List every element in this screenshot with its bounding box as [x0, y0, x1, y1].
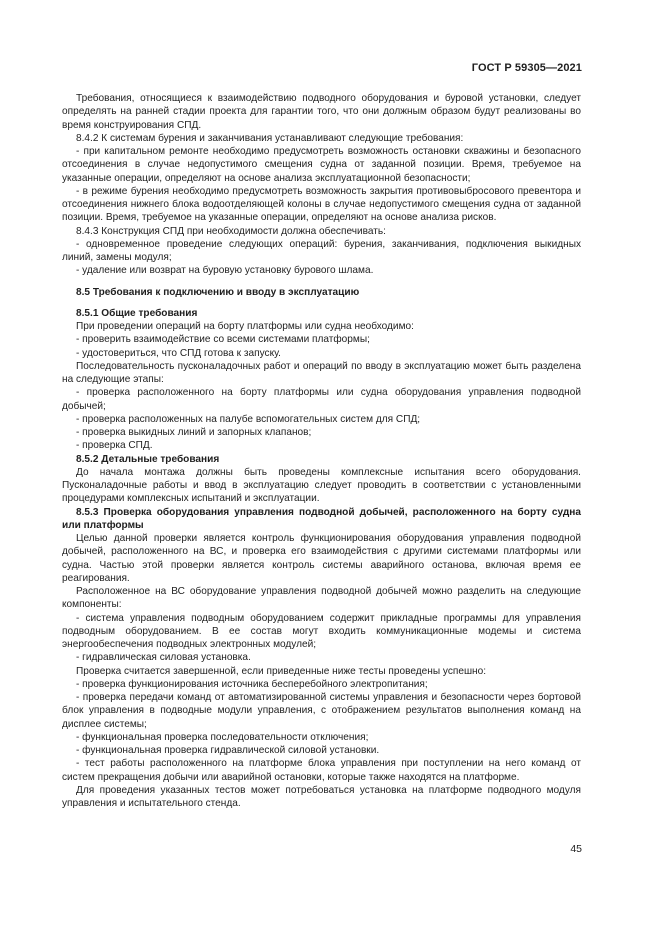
list-item: - система управления подводным оборудованием содержит прикладные программы для управления подводным оборудованием. В ее состав могут входить коммуникационные модемы и система энергообеспечения подводных электронных модулей;: [62, 612, 581, 650]
list-item: - тест работы расположенного на платформе блока управления при поступлении на него команд от систем прекращения добычи или аварийной остановки, которые также находятся на платформе.: [62, 758, 581, 783]
list-item: - в режиме бурения необходимо предусмотреть возможность закрытия противовыбросового превентора и отсоединения нижнего блока водоотделяющей колоны в случае недопустимого смещения судна от заданной позиции. Время, требуемое на указанные операции, определяют на основе анализа рисков.: [62, 185, 581, 224]
list-item: - проверка выкидных линий и запорных клапанов;: [76, 427, 312, 438]
list-item: - функциональная проверка последовательности отключения;: [76, 731, 369, 743]
list-item: - проверка расположенных на палубе вспомогательных систем для СПД;: [76, 413, 421, 425]
list-item: - функциональная проверка гидравлической силовой установки.: [76, 745, 380, 756]
subsection-heading: 8.5.3 Проверка оборудования управления подводной добычей, расположенного на борту судна или платформы: [62, 506, 581, 531]
paragraph: 8.4.3 Конструкция СПД при необходимости должна обеспечивать:: [76, 225, 386, 237]
paragraph: Расположенное на ВС оборудование управления подводной добычей можно разделить на следующие компоненты:: [62, 586, 581, 611]
list-item: - одновременное проведение следующих операций: бурения, заканчивания, подключения выкидных линий, замены модуля;: [62, 238, 581, 263]
subsection-heading: 8.5.2 Детальные требования: [76, 453, 220, 465]
list-item: - удостовериться, что СПД готова к запуску.: [76, 347, 281, 359]
list-item: - проверка расположенного на борту платформы или судна оборудования управления подводной добычей;: [62, 387, 581, 412]
subsection-heading: 8.5.1 Общие требования: [76, 307, 198, 319]
paragraph: При проведении операций на борту платформы или судна необходимо:: [76, 321, 414, 332]
list-item: - проверка СПД.: [76, 440, 153, 452]
document-body: [62, 92, 581, 810]
paragraph: Целью данной проверки является контроль функционирования оборудования управления подводной добычей, расположенного на ВС, и проверка его взаимодействия с другими системами платформы или судна. Частью этой проверки является контроль системы аварийного останова, включая время ее реагирования.: [62, 533, 581, 584]
paragraph: Требования, относящиеся к взаимодействию подводного оборудования и буровой установки, следует определять на ранней стадии проекта для гарантии того, что они должным образом будут реализованы во время конструирования СПД.: [62, 93, 581, 131]
page-number: 45: [570, 843, 582, 855]
paragraph: Последовательность пусконаладочных работ и операций по вводу в эксплуатацию может быть разделена на следующие этапы:: [62, 360, 581, 385]
paragraph: 8.4.2 К системам бурения и заканчивания устанавливают следующие требования:: [76, 132, 464, 144]
paragraph: До начала монтажа должны быть проведены комплексные испытания всего оборудования. Пусконаладочные работы и ввод в эксплуатацию следует проводить в соответствии с установленными процедурами комплексных испытаний и эксплуатации.: [62, 466, 581, 505]
list-item: - удаление или возврат на буровую установку бурового шлама.: [76, 265, 374, 277]
paragraph: Для проведения указанных тестов может потребоваться установка на платформе подводного модуля управления и испытательного стенда.: [62, 784, 581, 809]
list-item: - проверить взаимодействие со всеми системами платформы;: [76, 334, 370, 346]
list-item: - проверка функционирования источника бесперебойного электропитания;: [76, 678, 428, 690]
list-item: - при капитальном ремонте необходимо предусмотреть возможность остановки скважины и безопасного отсоединения в случае недопустимого смещения судна от заданной позиции. Время, требуемое на указанные операции, определяют на основе анализа эксплуатационной безопасности;: [62, 146, 581, 184]
section-heading: 8.5 Требования к подключению и вводу в эксплуатацию: [76, 286, 360, 298]
document-standard-id: ГОСТ Р 59305—2021: [471, 62, 582, 74]
paragraph: Проверка считается завершенной, если приведенные ниже тесты проведены успешно:: [76, 665, 487, 677]
list-item: - гидравлическая силовая установка.: [76, 652, 251, 664]
list-item: - проверка передачи команд от автоматизированной системы управления и безопасности через бортовой блок управления в подводные модули управления, с отображением результатов выполнения команд на дисплее системы;: [62, 692, 581, 730]
